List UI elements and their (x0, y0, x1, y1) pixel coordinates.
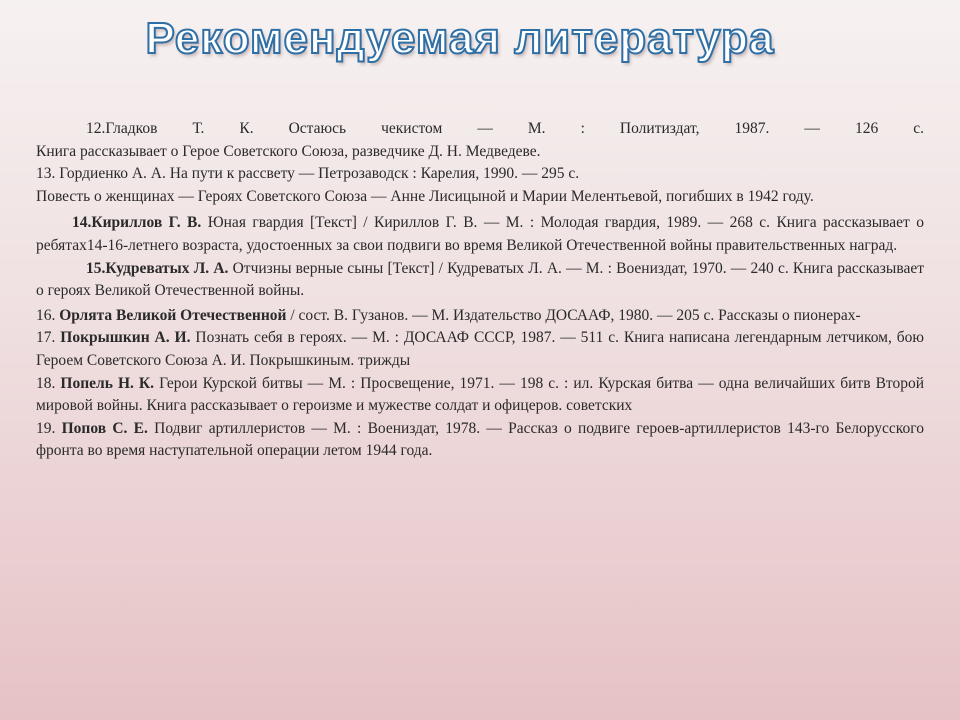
slide-title: Рекомендуемая литература (145, 14, 775, 63)
reference-19 (36, 418, 924, 463)
reference-list (36, 118, 924, 463)
reference-12-description (36, 141, 924, 164)
reference-16-text: / сост. В. Гузанов. — М. Издательство ДОСААФ, 1980. — 205 с. Рассказы о пионерах- (286, 306, 861, 324)
reference-16 (36, 305, 924, 328)
reference-12-summary: Книга рассказывает о Герое Советского Союза, разведчике Д. Н. Медведеве. (36, 142, 541, 160)
reference-16-number: 16. (36, 306, 60, 324)
reference-18 (36, 373, 924, 418)
reference-13 (36, 163, 924, 186)
reference-13-citation: 13. Гордиенко А. А. На пути к рассвету — Петрозаводск : Карелия, 1990. — 295 с. (36, 165, 580, 183)
reference-19-number: 19. (36, 419, 62, 437)
reference-19-author: Попов С. Е. (61, 419, 148, 437)
reference-18-text: Герои Курской битвы — М. : Просвещение, 1971. — 198 с. : ил. Курская битва — одна величайших битв Второй мировой войны. Книга рассказывает о героизме и мужестве солдат и офицеров. советских (36, 374, 925, 415)
reference-17-text: Познать себя в героях. — М. : ДОСААФ СССР, 1987. — 511 с. Книга написана легендарным летчиком, бою Героем Советского Союза А. И. Покрышкиным. трижды (36, 329, 925, 369)
reference-15-text: Отчизны верные сыны [Текст] / Кудреватых Л. А. — М. : Воениздат, 1970. — 240 с. Книга рассказывает о героях Великой Отечественной войны. (36, 259, 924, 300)
reference-13-summary: Повесть о женщинах — Героях Советского Союза — Анне Лисицыной и Марии Мелентьевой, погибших в 1942 году. (36, 187, 814, 205)
reference-17 (36, 327, 924, 372)
reference-18-author: Попель Н. К. (60, 374, 155, 392)
reference-14 (36, 212, 924, 257)
reference-18-number: 18. (36, 374, 61, 392)
reference-17-number: 17. (36, 329, 61, 347)
reference-15-author: 15.Кудреватых Л. А. (86, 259, 229, 277)
reference-16-title: Орлята Великой Отечественной (59, 306, 287, 324)
reference-14-text: Юная гвардия [Текст] / Кириллов Г. В. — М. : Молодая гвардия, 1989. — 268 с. Книга рассказывает о ребятах14-16-летнего возраста, удостоенных за свои подвиги во время Великой Отечественной войны правительственных наград. (36, 214, 924, 254)
reference-14-author: 14.Кириллов Г. В. (72, 214, 202, 232)
reference-12 (36, 118, 924, 141)
reference-15 (36, 258, 924, 303)
reference-13-description (36, 186, 924, 209)
reference-19-text: Подвиг артиллеристов — М. : Воениздат, 1978. — Рассказ о подвиге героев-артиллеристов 143-го Белорусского фронта во время наступательной операции летом 1944 года. (36, 419, 924, 460)
reference-12-citation: 12.Гладков Т. К. Остаюсь чекистом — М. : Политиздат, 1987. — 126 с. (86, 120, 924, 137)
reference-17-author: Покрышкин А. И. (60, 329, 191, 347)
